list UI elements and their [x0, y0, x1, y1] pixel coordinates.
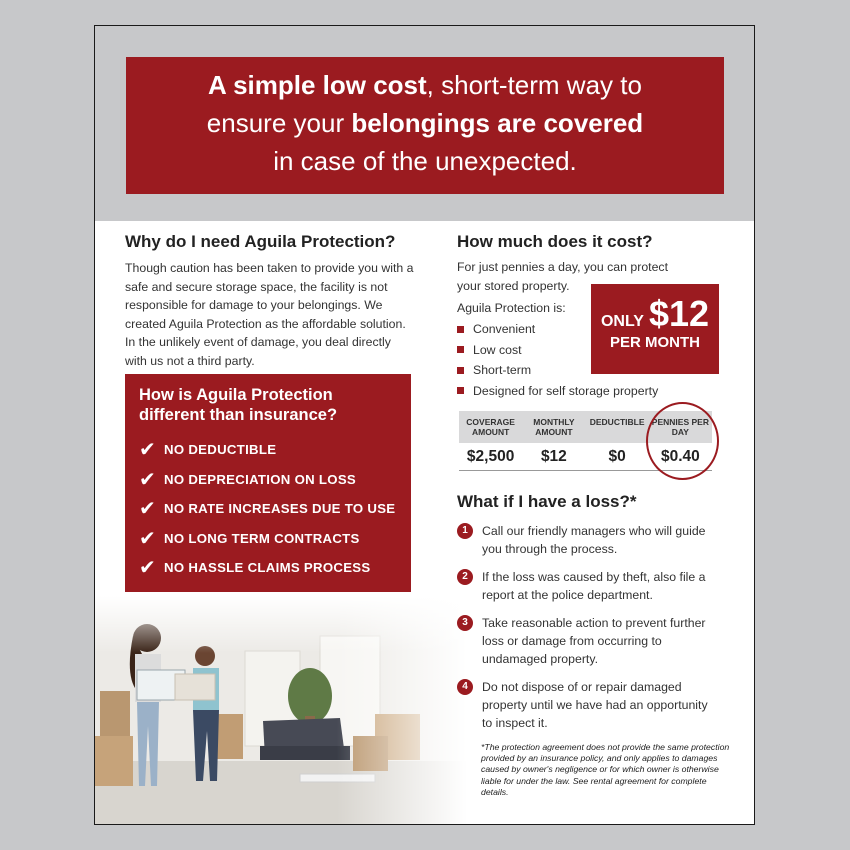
highlight-circle: [646, 402, 719, 480]
disclaimer: *The protection agreement does not provide the same protection provided by an insurance policy, and only applies to damages caused by owner's negligence or for which owner is otherwise liable for under the law. See rental agreement for complete details.: [481, 742, 730, 797]
price-per-label: PER MONTH: [610, 334, 700, 351]
feature-label: Low cost: [473, 342, 522, 357]
loss-step: [457, 568, 737, 604]
bullet-square-icon: [457, 387, 464, 394]
difference-item: [139, 465, 397, 495]
feature-label: Short-term: [473, 363, 532, 377]
bullet-square-icon: [457, 367, 464, 374]
check-icon: ✔: [139, 557, 156, 580]
check-icon: ✔: [139, 527, 156, 550]
step-text: Take reasonable action to prevent further loss or damage from occurring to undamaged property.: [482, 616, 706, 666]
hero-text-2: , short-term way to: [426, 70, 642, 100]
table-header-cell: MONTHLY AMOUNT: [533, 417, 575, 437]
price-top-line: [591, 293, 719, 334]
loss-step: [457, 614, 737, 668]
difference-item-label: NO LONG TERM CONTRACTS: [164, 530, 360, 546]
photo-illustration: [95, 596, 467, 824]
difference-title: How is Aguila Protection different than insurance?: [139, 386, 338, 424]
hero-line-1: [126, 66, 724, 104]
hero-bold-1: A simple low cost: [208, 70, 427, 100]
difference-item-label: NO RATE INCREASES DUE TO USE: [164, 501, 396, 517]
features-label: Aguila Protection is:: [457, 301, 566, 315]
table-header-cell: PENNIES PER DAY: [651, 417, 709, 437]
cost-title: How much does it cost?: [457, 232, 653, 251]
difference-item: [139, 494, 397, 524]
difference-item: [139, 553, 397, 583]
step-text: Do not dispose of or repair damaged property until we have had an opportunity to inspect it.: [482, 680, 708, 730]
difference-item-label: NO DEDUCTIBLE: [164, 442, 277, 458]
difference-item-label: NO DEPRECIATION ON LOSS: [164, 471, 357, 487]
price-badge: [591, 284, 719, 374]
cost-intro: For just pennies a day, you can protect your stored property.: [457, 260, 668, 293]
why-text: Though caution has been taken to provide you with a safe and secure storage space, the facility is not responsible for damage to your belongings. We created Aguila Protection as the affordable solution. In the unlikely event of damage, you deal directly with us not a third party.: [125, 261, 414, 368]
difference-item: [139, 524, 397, 554]
check-icon: ✔: [139, 498, 156, 521]
step-text: Call our friendly managers who will guide you through the process.: [482, 524, 706, 556]
bullet-square-icon: [457, 326, 464, 333]
difference-item-label: NO HASSLE CLAIMS PROCESS: [164, 560, 371, 576]
why-title: Why do I need Aguila Protection?: [125, 232, 396, 251]
hero-banner: [126, 57, 724, 194]
check-icon: ✔: [139, 439, 156, 462]
step-number-badge: 4: [457, 679, 473, 695]
step-number-badge: 1: [457, 523, 473, 539]
loss-title: What if I have a loss?*: [457, 492, 637, 511]
difference-box: [125, 374, 411, 592]
hero-bold-4: belongings are covered: [351, 108, 644, 138]
step-number-badge: 2: [457, 569, 473, 585]
feature-label: Designed for self storage property: [473, 383, 659, 398]
table-cell: $0: [608, 448, 626, 465]
feature-label: Convenient: [473, 322, 536, 336]
table-cell: $12: [540, 448, 567, 465]
hero-line-2: [126, 104, 724, 142]
price-only-label: ONLY: [600, 313, 644, 330]
table-header-cell: DEDUCTIBLE: [589, 417, 645, 427]
difference-list: [139, 435, 397, 583]
feature-item: [457, 381, 658, 402]
moving-couple-photo: [95, 596, 467, 824]
table-cell: $2,500: [466, 448, 515, 465]
loss-steps: [457, 522, 737, 742]
step-text: If the loss was caused by theft, also file a report at the police department.: [482, 570, 706, 602]
step-number-badge: 3: [457, 615, 473, 631]
loss-step: [457, 522, 737, 558]
check-icon: ✔: [139, 468, 156, 491]
hero-text-3: ensure your: [206, 108, 352, 138]
flyer-page: [94, 25, 755, 825]
bullet-square-icon: [457, 346, 464, 353]
price-amount: $12: [648, 293, 710, 334]
loss-step: [457, 678, 737, 732]
table-header-cell: COVERAGE AMOUNT: [466, 417, 515, 437]
table-cell: $0.40: [660, 448, 700, 465]
difference-item: [139, 435, 397, 465]
hero-line-3: in case of the unexpected.: [273, 146, 577, 176]
